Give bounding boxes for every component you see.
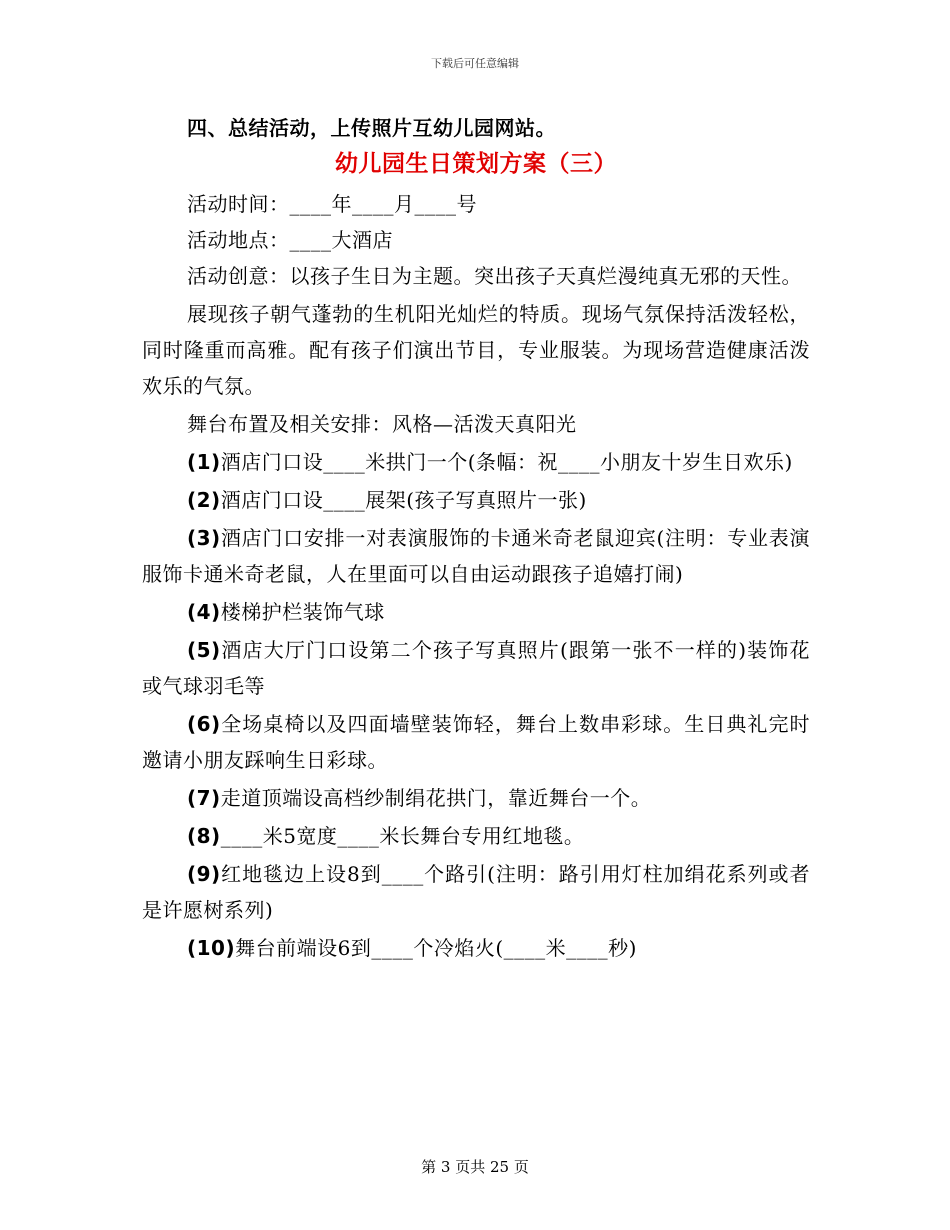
list-item-number: (2) [187,488,221,512]
list-item-text: 全场桌椅以及四面墙壁装饰轻，舞台上数串彩球。生日典礼完时邀请小朋友踩响生日彩球。 [142,712,810,772]
list-item-number: (7) [187,786,221,810]
list-item [142,706,810,778]
document-title: 幼儿园生日策划方案（三） [335,151,617,177]
paragraph-activity-time: 活动时间：____年____月____号 [187,192,477,216]
list-item-number: (9) [187,862,221,886]
document-body [142,110,810,966]
list-item [142,594,810,630]
list-item [142,780,810,816]
list-item [142,818,810,854]
list-item [142,856,810,928]
list-item [142,482,810,518]
list-item-text: ____米5宽度____米长舞台专用红地毯。 [220,824,585,848]
list-item-text: 楼梯护栏装饰气球 [220,600,385,624]
list-item-text: 舞台前端设6到____个冷焰火(____米____秒) [235,936,637,960]
section-heading: 四、总结活动，上传照片互幼儿园网站。 [187,116,556,140]
list-item-number: (5) [187,638,221,662]
list-item-number: (4) [187,600,221,624]
paragraph-atmosphere: 展现孩子朝气蓬勃的生机阳光灿烂的特质。现场气氛保持活泼轻松，同时隆重而高雅。配有孩子们演出节目，专业服装。为现场营造健康活泼欢乐的气氛。 [142,302,810,398]
list-item-number: (1) [187,450,221,474]
list-item-text: 红地毯边上设8到____个路引(注明：路引用灯柱加绢花系列或者是许愿树系列) [142,862,810,922]
list-item [142,520,810,592]
paragraph-activity-idea: 活动创意：以孩子生日为主题。突出孩子天真烂漫纯真无邪的天性。 [187,264,802,288]
page-number-footer: 第 3 页共 25 页 [421,1158,529,1176]
list-item-text: 酒店大厅门口设第二个孩子写真照片(跟第一张不一样的)装饰花或气球羽毛等 [142,638,810,698]
list-item-text: 酒店门口设____展架(孩子写真照片一张) [220,488,587,512]
list-item [142,632,810,704]
list-item-number: (3) [187,526,221,550]
list-item-text: 酒店门口设____米拱门一个(条幅：祝____小朋友十岁生日欢乐) [220,450,793,474]
list-item [142,444,810,480]
list-item-number: (8) [187,824,221,848]
page-header-note: 下载后可任意编辑 [431,57,519,70]
paragraph-stage-arrangement: 舞台布置及相关安排：风格—活泼天真阳光 [187,412,577,436]
list-item-number: (10) [187,936,236,960]
list-item-text: 走道顶端设高档纱制绢花拱门，靠近舞台一个。 [220,786,652,810]
paragraph-activity-location: 活动地点：____大酒店 [187,228,393,252]
list-item-text: 酒店门口安排一对表演服饰的卡通米奇老鼠迎宾(注明：专业表演服饰卡通米奇老鼠，人在里面可以自由运动跟孩子追嬉打闹) [142,526,810,586]
list-item [142,930,810,966]
list-item-number: (6) [187,712,221,736]
